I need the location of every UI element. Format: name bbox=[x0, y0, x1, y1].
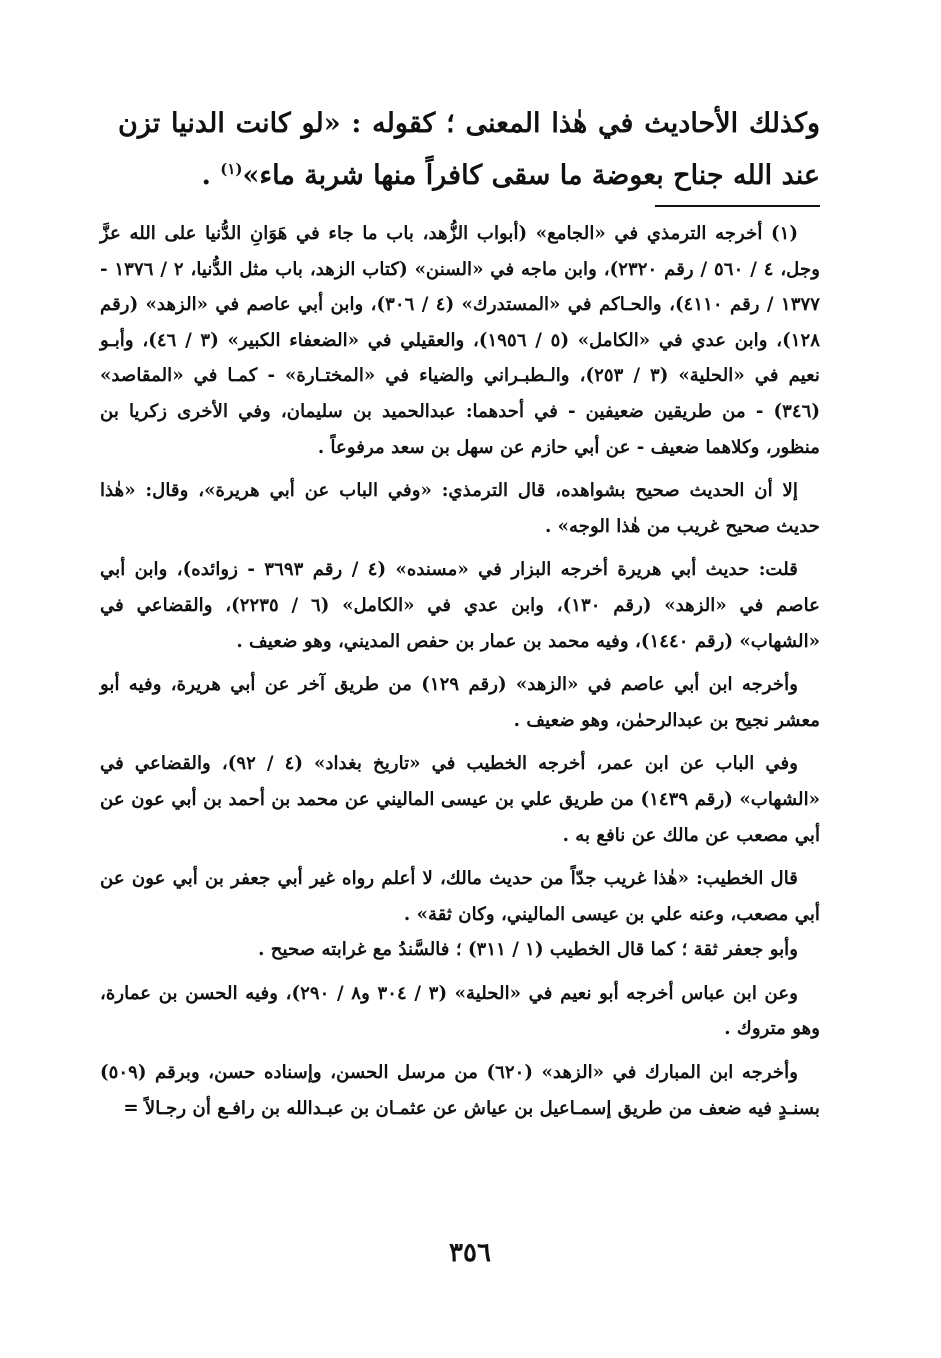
footnote-paragraph: قلت: حديث أبي هريرة أخرجه البزار في «مسنده» (٤ / رقم ٣٦٩٣ - زوائده)، وابن أبي عاصم في «الزهد» (رقم ١٣٠)، وابن عدي في «الكامل» (٦ / ٢٢٣٥)، والقضاعي في «الشهاب» (رقم ١٤٤٠)، وفيه محمد بن عمار بن حفص المديني، وهو ضعيف . bbox=[100, 559, 821, 652]
footnote-paragraph: إلا أن الحديث صحيح بشواهده، قال الترمذي: «وفي الباب عن أبي هريرة»، وقال: «هٰذا حديث صحيح غريب من هٰذا الوجه» . bbox=[100, 480, 820, 537]
footnote-paragraph: وفي الباب عن ابن عمر، أخرجه الخطيب في «تاريخ بغداد» (٤ / ٩٢)، والقضاعي في «الشهاب» (رقم ١٤٣٩) من طريق علي بن عيسى الماليني عن محمد بن أحمد بن أبي عون عن أبي مصعب عن مالك عن نافع به . bbox=[100, 753, 821, 846]
page-number: ٣٥٦ bbox=[449, 1238, 491, 1268]
main-paragraph-end: . bbox=[201, 160, 221, 191]
footnote-paragraph: وأخرجه ابن أبي عاصم في «الزهد» (رقم ١٢٩) من طريق آخر عن أبي هريرة، وفيه أبو معشر نجيح بن عبدالرحمٰن، وهو ضعيف . bbox=[100, 674, 820, 731]
footnote-paragraph: وأخرجه ابن المبارك في «الزهد» (٦٢٠) من مرسل الحسن، وإسناده حسن، وبرقم (٥٠٩) بسنـدٍ فيه ضعف من طريق إسمـاعيل بن عياش عن عثمـان بن عبـدالله بن رافـع أن رجـالاً = bbox=[100, 1062, 820, 1119]
main-paragraph bbox=[118, 98, 820, 202]
footnote-reference: (١) bbox=[220, 160, 243, 178]
footnote-paragraph: وأبو جعفر ثقة ؛ كما قال الخطيب (١ / ٣١١) ؛ فالسَّندُ مع غرابته صحيح . bbox=[258, 939, 798, 961]
footnote-separator bbox=[655, 205, 820, 207]
footnote-paragraph: (١) أخرجه الترمذي في «الجامع» (أبواب الزُّهد، باب ما جاء في هَوَانِ الدُّنيا على الله عزَّ وجل، ٤ / ٥٦٠ / رقم ٢٣٢٠)، وابن ماجه في «السنن» (كتاب الزهد، باب مثل الدُّنيا، ٢ / ١٣٧٦ - ١٣٧٧ / رقم ٤١١٠)، والحـاكم في «المستدرك» (٤ / ٣٠٦)، وابن أبي عاصم في «الزهد» (رقم ١٢٨)، وابن عدي في «الكامل» (٥ / ١٩٥٦)، والعقيلي في «الضعفاء الكبير» (٣ / ٤٦)، وأبـو نعيم في «الحلية» (٣ / ٢٥٣)، والـطبـراني والضياء في «المختـارة» - كمـا في «المقاصد» (٣٤٦) - من طريقين ضعيفين - في أحدهما: عبدالحميد بن سليمان، وفي الأخرى زكريا بن منظور، وكلاهما ضعيف - عن أبي حازم عن سهل بن سعد مرفوعاً . bbox=[100, 223, 821, 458]
main-paragraph-text: وكذلك الأحاديث في هٰذا المعنى ؛ كقوله : «لو كانت الدنيا تزن عند الله جناح بعوضة ما سقى كافراً منها شربة ماء» bbox=[118, 108, 820, 191]
footnotes-section bbox=[100, 216, 820, 1126]
footnote-paragraph: وعن ابن عباس أخرجه أبو نعيم في «الحلية» (٣ / ٣٠٤ و٨ / ٢٩٠)، وفيه الحسن بن عمارة، وهو متروك . bbox=[100, 982, 820, 1040]
footnote-paragraph: قال الخطيب: «هٰذا غريب جدّاً من حديث مالك، لا أعلم رواه غير أبي جعفر بن أبي عون عن أبي مصعب، وعنه علي بن عيسى الماليني، وكان ثقة» . bbox=[100, 868, 820, 925]
